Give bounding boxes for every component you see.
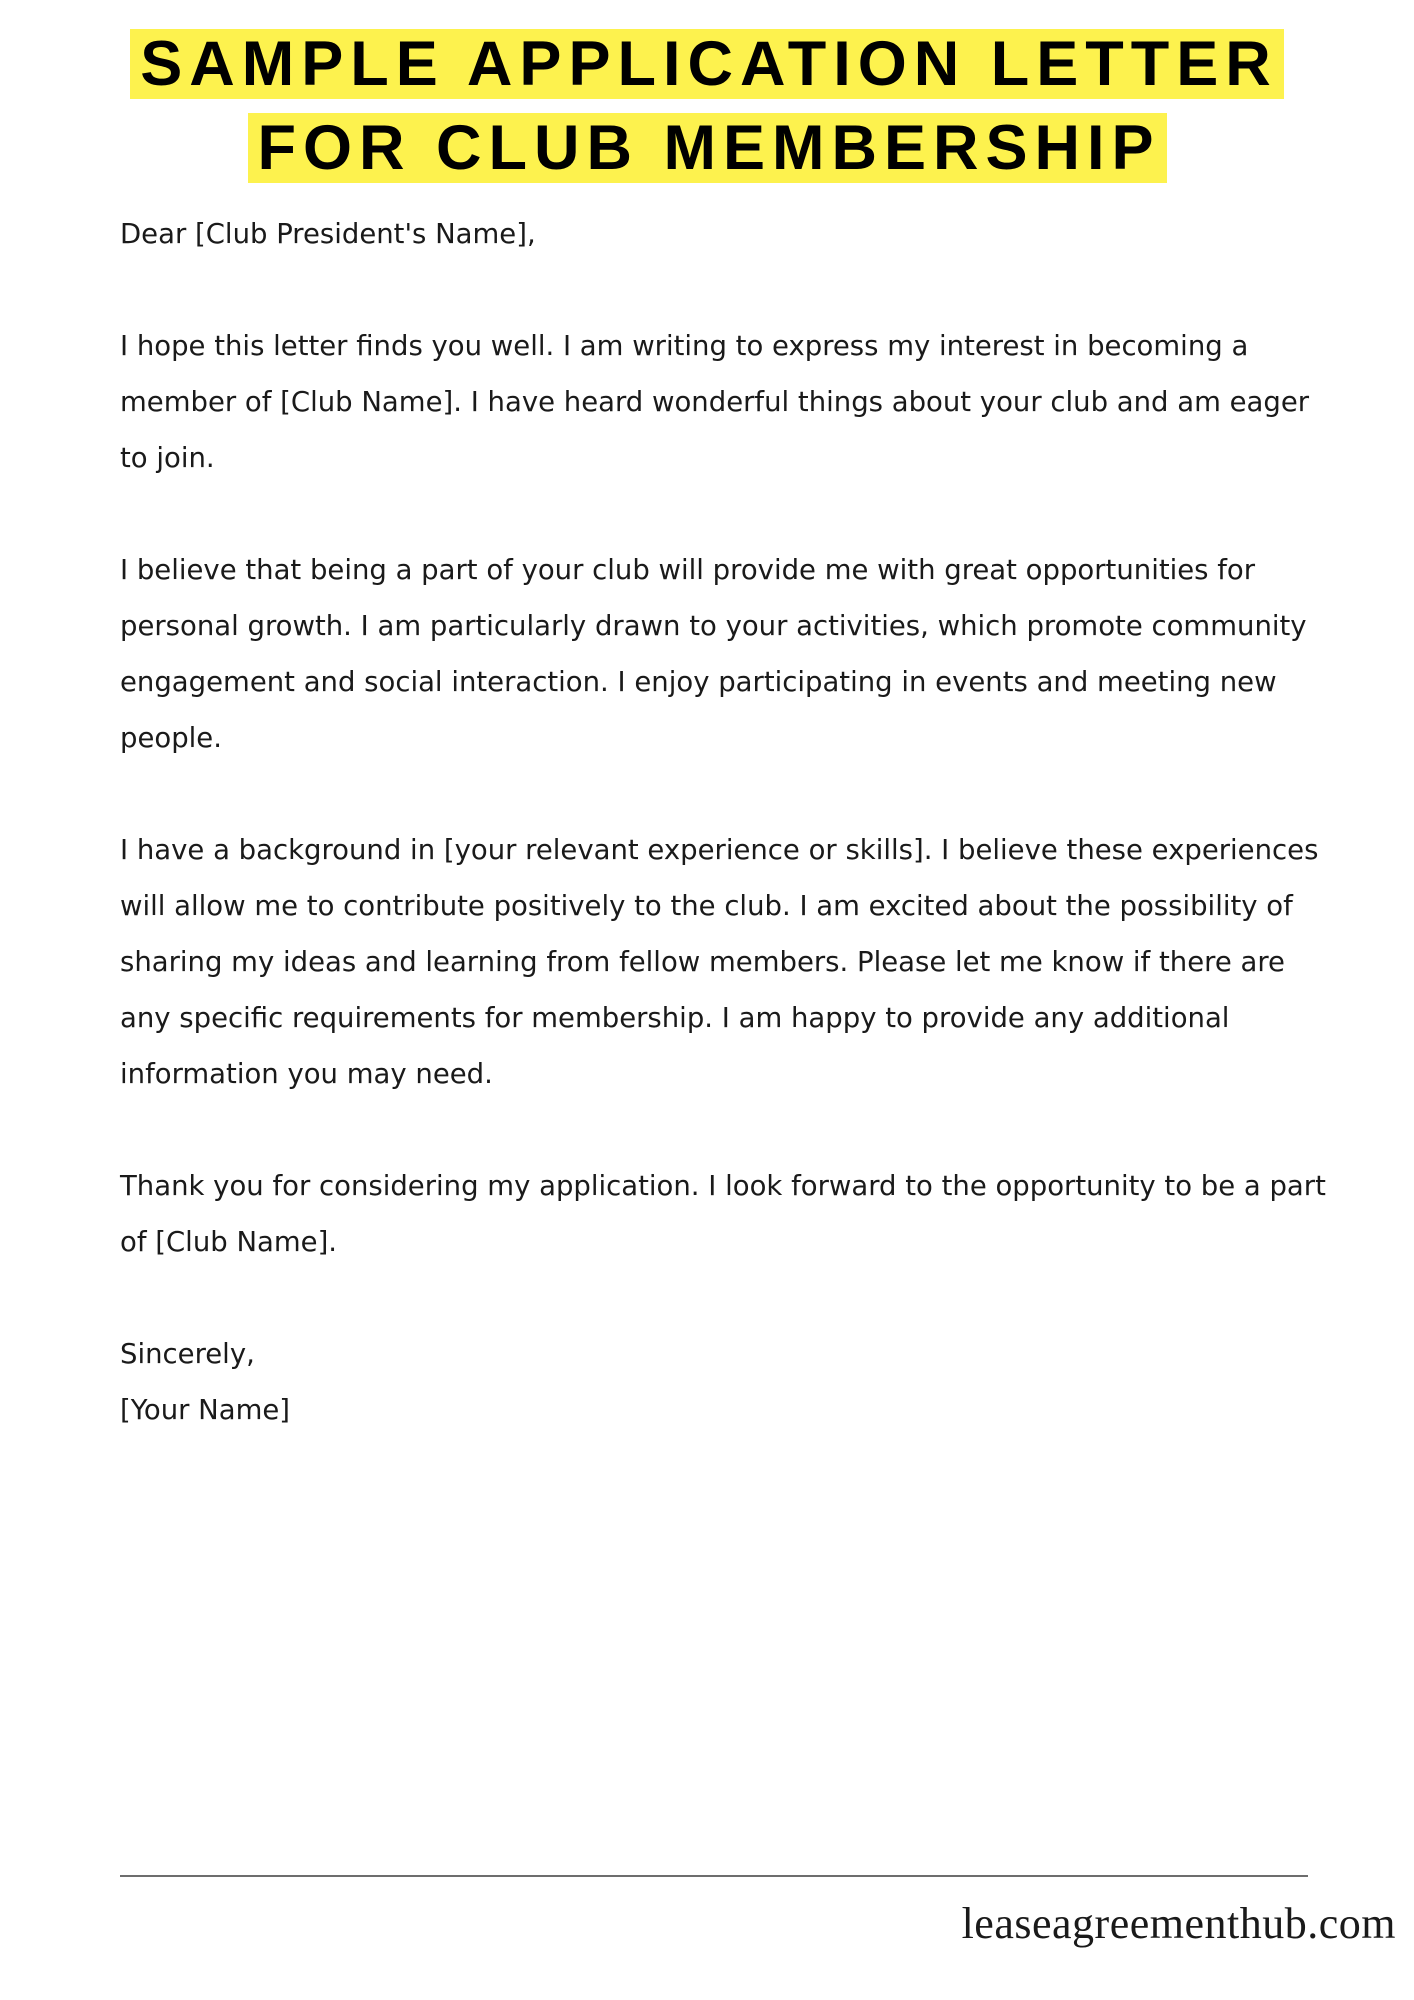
salutation: Dear [Club President's Name], xyxy=(120,218,536,250)
footer-divider xyxy=(120,1875,1308,1877)
title-line-2: FOR CLUB MEMBERSHIP xyxy=(248,113,1167,183)
signature: [Your Name] xyxy=(120,1394,291,1426)
paragraph-intro: I hope this letter finds you well. I am writing to express my interest in becoming a member of [Club Name]. I have heard wonderful things about your club and am eager to join. xyxy=(120,330,1310,474)
paragraph-background: I have a background in [your relevant experience or skills]. I believe these experiences will allow me to contribute positively to the club. I am excited about the possibility of sharing my ideas and learning from fellow members. Please let me know if there are any specific requirements for membership. I am happy to provide any additional information you may need. xyxy=(120,834,1319,1090)
closing: Sincerely, xyxy=(120,1338,255,1370)
title-line-1: SAMPLE APPLICATION LETTER xyxy=(130,29,1284,99)
letter-body xyxy=(120,206,1330,1438)
brand-watermark: leaseagreementhub.com xyxy=(961,1899,1396,1948)
paragraph-growth: I believe that being a part of your club will provide me with great opportunities for personal growth. I am particularly drawn to your activities, which promote community engagement and social interaction. I enjoy participating in events and meeting new people. xyxy=(120,554,1307,754)
paragraph-thanks: Thank you for considering my application. I look forward to the opportunity to be a part of [Club Name]. xyxy=(120,1170,1326,1258)
page-title xyxy=(0,22,1414,190)
